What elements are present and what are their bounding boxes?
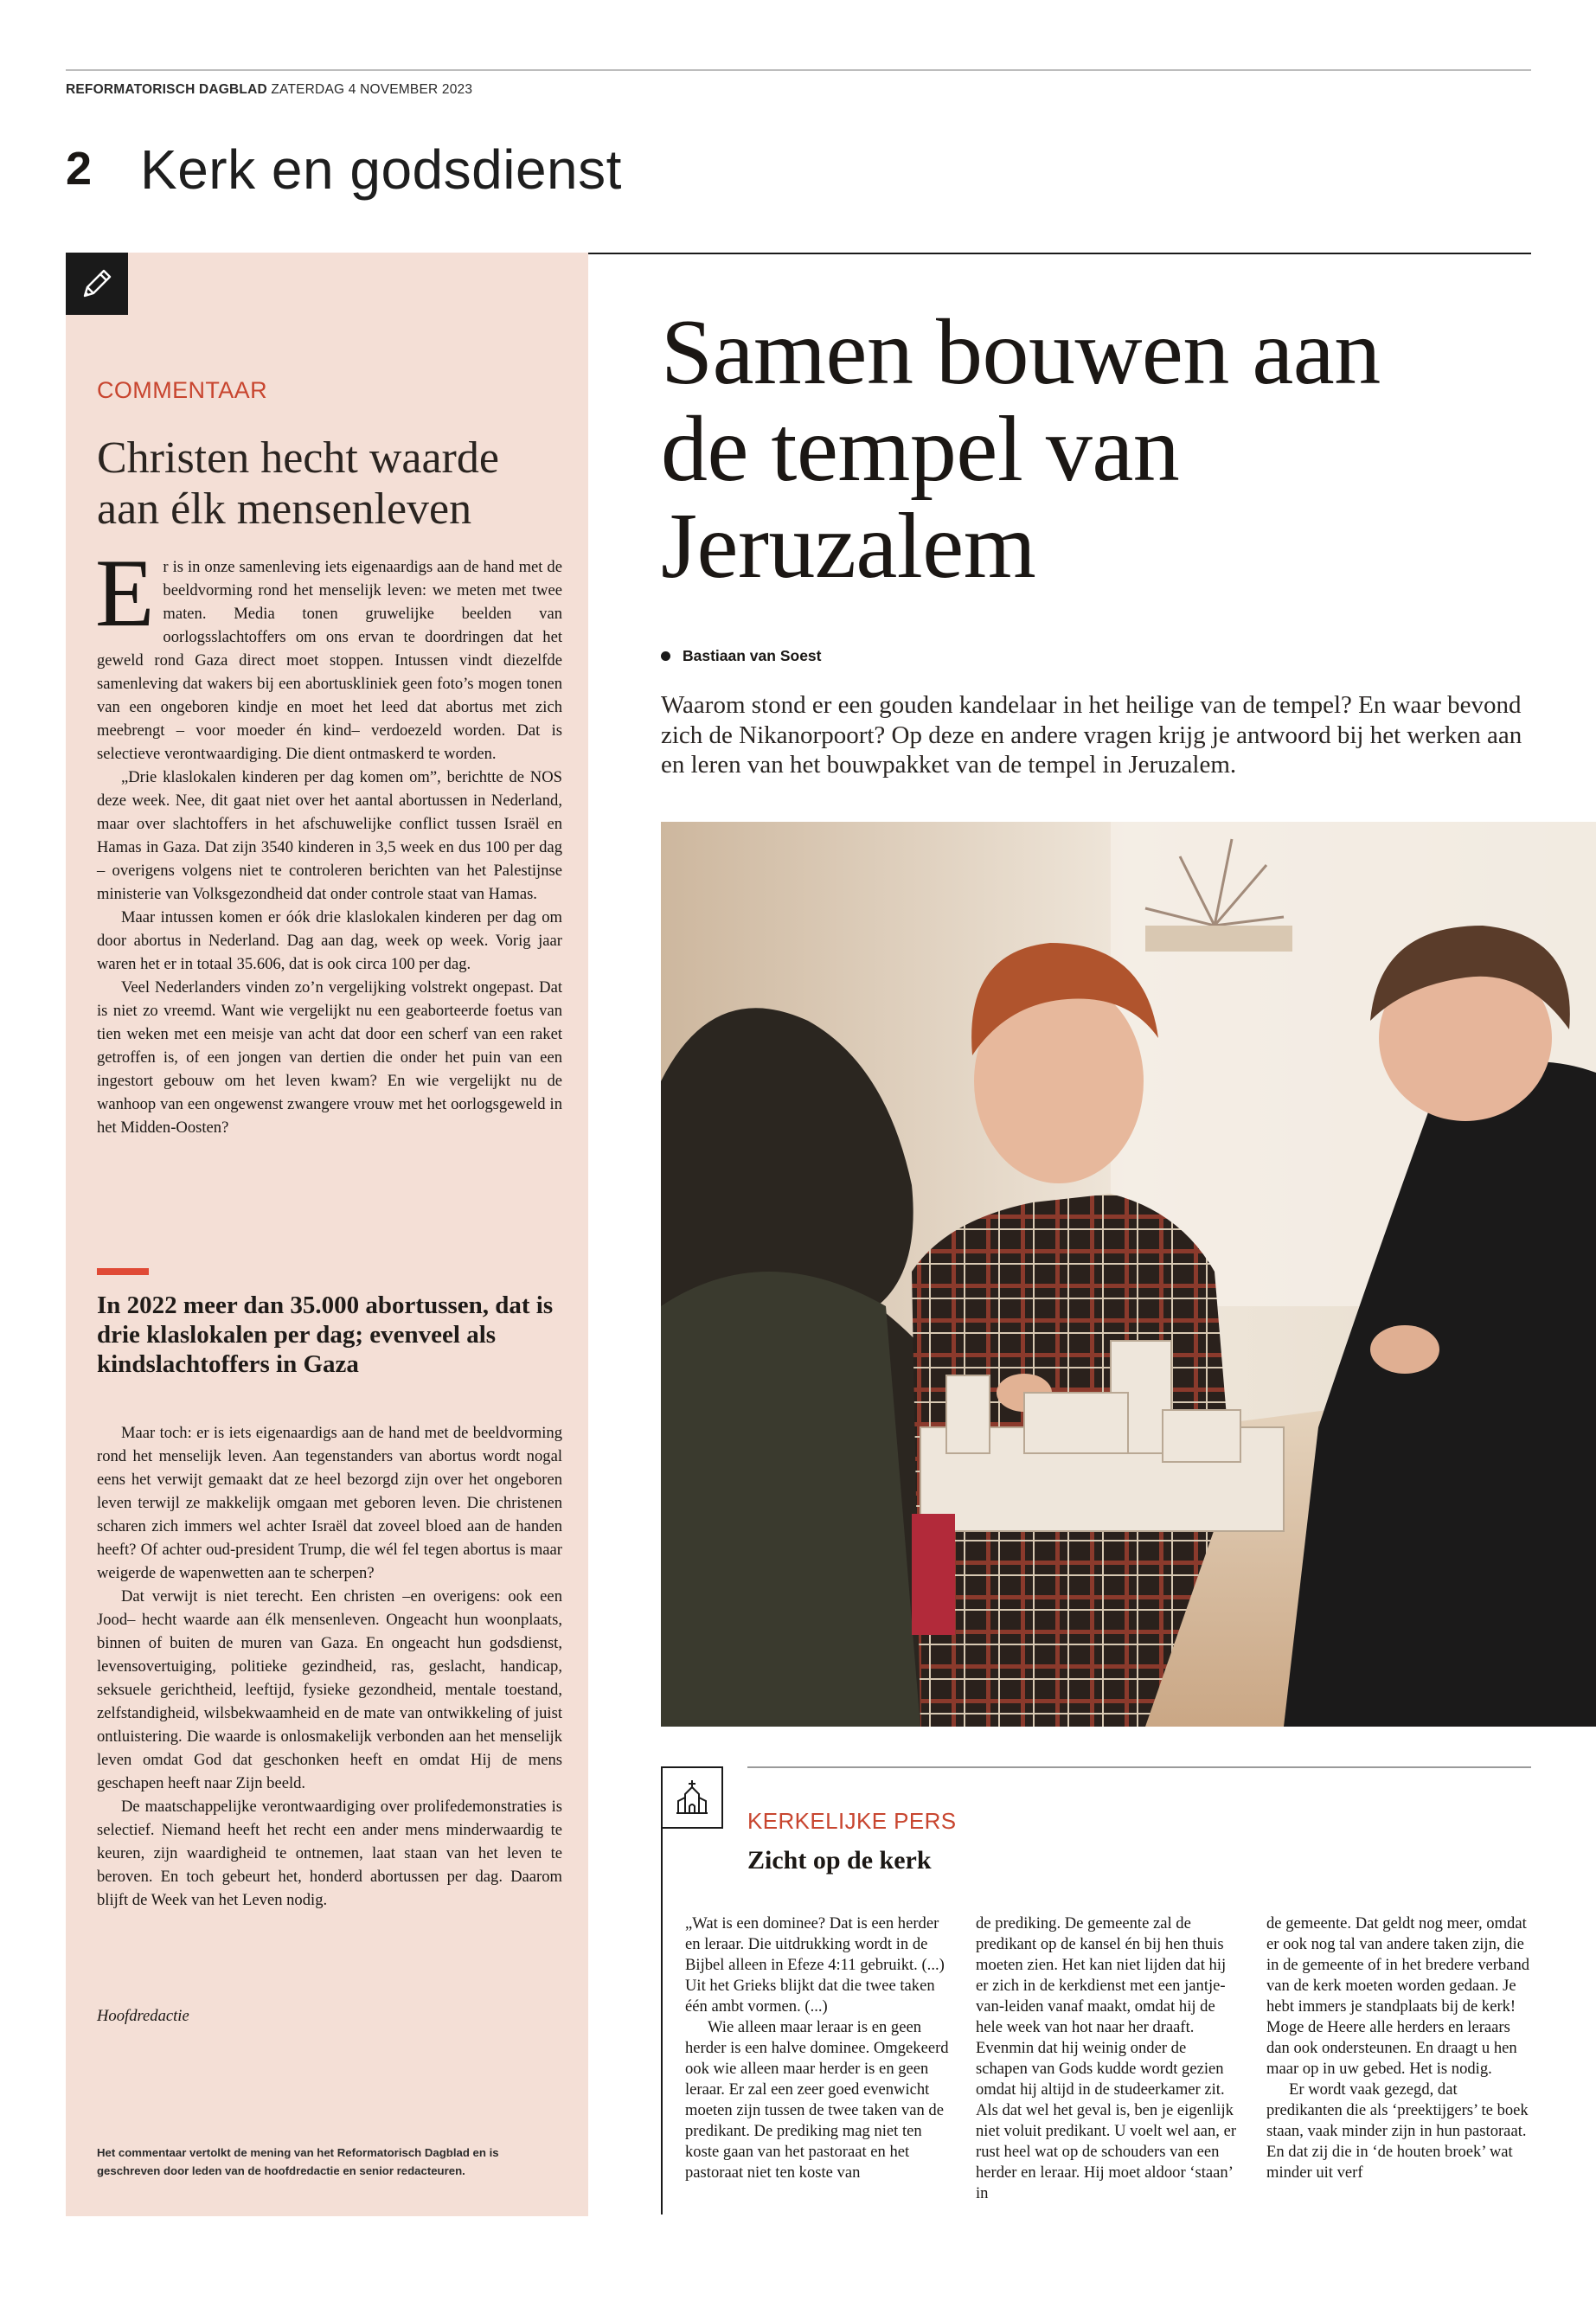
author-name: Bastiaan van Soest [683, 647, 822, 664]
pull-quote: In 2022 meer dan 35.000 abortussen, dat is drie klaslokalen per dag; evenveel als kindslachtoffers in Gaza [97, 1292, 554, 1378]
column-paragraph: Er wordt vaak gezegd, dat predikanten die als ‘preektijgers’ te boek staan, vaak minder zijn in hun pastoraat. En dat zij die in ‘de houten broek’ wat minder uit verf [1266, 2080, 1529, 2182]
commentary-paragraph: Veel Nederlanders vinden zo’n vergelijking volstrekt ongepast. Dat is niet zo vreemd. Want wie vergelijkt nu een geaborteerde foetus van tien weken met een meisje van acht dat door een scherf van een raket getroffen is, of een jongen van dertien die onder het puin van een ingestort gebouw om het leven kwam? En wie vergelijkt nu de wanhoop van een ongewenst zwangere vrouw met het oorlogsgeweld in het Midden-Oosten? [97, 978, 562, 1137]
section-title: Kerk en godsdienst [140, 138, 622, 201]
commentary-paragraph: „Drie klaslokalen kinderen per dag komen om”, berichtte de NOS deze week. Nee, dit gaat niet over het aantal abortussen in Nederland, maar over slachtoffers in het afschuwelijke conflict tussen Israël en Hamas in Gaza. Dat zijn 3540 kinderen in 3,5 week en dus 100 per dag – overigens volgens niet te controleren berichten van het Palestijnse ministerie van Volksgezondheid dat onder controle staat van Hamas. [97, 768, 562, 903]
article-headline: Samen bouwen aan de tempel van Jeruzalem [661, 301, 1381, 598]
commentary-body [95, 540, 562, 1139]
commentary-title: Christen hecht waarde aan élk mensenleven [97, 433, 499, 534]
column-paragraph: Wie alleen maar leraar is en geen herder is een halve dominee. Omgekeerd ook wie alleen maar herder is en geen leraar. Er zal een zeer goed evenwicht moeten zijn tussen de twee taken van de predikant. De prediking mag niet ten koste gaan van het pastoraat en het pastoraat niet ten koste van [685, 2018, 949, 2182]
text-column [1266, 1913, 1531, 2216]
bullet-icon [661, 651, 670, 661]
commentary-signature: Hoofdredactie [97, 2007, 189, 2025]
kerkelijke-pers-rule [747, 1766, 1531, 1768]
column-paragraph: de gemeente. Dat geldt nog meer, omdat er ook nog tal van andere taken zijn, die in de gemeente of in het bredere verband van de kerk moeten worden gedaan. Je hebt immers je standplaats bij de kerk! Moge de Heere alle herders en leraars dan ook ondersteunen. En draagt u hen maar op in uw gebed. Het is nodig. [1266, 1914, 1530, 2078]
article-photo [661, 822, 1596, 1727]
text-column [685, 1913, 950, 2216]
commentary-footnote: Het commentaar vertolkt de mening van het Reformatorisch Dagblad en is geschreven door leden van de hoofdredactie en senior redacteuren. [97, 2146, 499, 2177]
commentary-paragraph: Er is in onze samenleving iets eigenaardigs aan de hand met de beeldvorming rond het menselijk leven: we meten met twee maten. Media tonen gruwelijke beelden van oorlogsslachtoffers om ons ervan te doordringen dat het geweld rond Gaza direct moet stoppen. Intussen vindt diezelfde samenleving dat wakers bij een abortuskliniek geen foto’s mogen tonen van een ongeboren kindje en moet het leed dat abortus met zich meebrengt – voor moeder én kind– verdoezeld worden. Dat is selectieve verontwaardiging. Die dient ontmaskerd te worden. [95, 540, 562, 763]
commentary-paragraph: Dat verwijt is niet terecht. Een christen –en overigens: ook een Jood– hecht waarde aan élk mensenleven. Ongeacht hun woonplaats, binnen of buiten de muren van Gaza. En ongeacht hun godsdienst, levensovertuiging, politieke gezindheid, ras, geslacht, handicap, seksuele gerichtheid, leeftijd, fysieke gezondheid, mentale toestand, zelfstandigheid, wilsbekwaamheid en de mate van ontwikkeling of juist ontluistering. Die waarde is onlosmakelijk verbonden aan het menselijk leven omdat God dat geschonken heeft en omdat Hij de mens geschapen heeft naar Zijn beeld. [97, 1587, 562, 1792]
text-column [976, 1913, 1240, 2216]
kerkelijke-pers-columns [685, 1913, 1533, 2216]
header-rule [588, 253, 1531, 254]
commentary-paragraph: Maar intussen komen er óók drie klaslokalen kinderen per dag om door abortus in Nederland. Dag aan dag, week op week. Vorig jaar waren het er in totaal 35.606, dat is ook circa 100 per dag. [97, 908, 562, 973]
dateline [66, 82, 472, 98]
kerkelijke-pers-kicker: KERKELIJKE PERS [747, 1808, 957, 1834]
byline [661, 647, 821, 665]
article-intro: Waarom stond er een gouden kandelaar in het heilige van de tempel? En waar bevond zich de Nikanorpoort? Op deze en andere vragen krijg je antwoord bij het werken aan en leren van het bouwpakket van de tempel in Jeruzalem. [661, 691, 1522, 779]
kerkelijke-pers-title: Zicht op de kerk [747, 1846, 932, 1875]
pen-icon [66, 253, 128, 315]
commentary-body-continued [97, 1421, 562, 1912]
quote-accent-bar [97, 1268, 149, 1275]
issue-date: ZATERDAG 4 NOVEMBER 2023 [271, 82, 473, 97]
commentary-paragraph: De maatschappelijke verontwaardiging over prolifedemonstraties is selectief. Niemand heeft het recht een ander mens minderwaardig te keuren, zijn waardigheid te ontnemen, laat staan van het leven te beroven. En toch gebeurt het, honderd abortussen per dag. Daarom blijft de Week van het Leven nodig. [97, 1798, 562, 1909]
drop-cap: E [95, 540, 155, 647]
column-paragraph: „Wat is een dominee? Dat is een herder en leraar. Die uitdrukking wordt in de Bijbel alleen in Efeze 4:11 gebruikt. (...) Uit het Grieks blijkt dat die twee taken één ambt vormen. (...) [685, 1914, 945, 2016]
kerkelijke-pers-rule-vertical [661, 1827, 663, 2214]
page-number: 2 [66, 143, 93, 195]
column-paragraph: de prediking. De gemeente zal de predikant op de kansel én bij hen thuis moeten zien. Het kan niet lijden dat hij er zich in de kerkdienst met een jantje-van-leiden vanaf maakt, omdat hij de hele week van hot naar her draaft. Evenmin dat hij weinig onder de schapen van Gods kudde wordt gezien omdat hij altijd in de studeerkamer zit. Als dat wel het geval is, ben je eigenlijk niet voluit predikant. U voelt wel aan, er rust heel wat op de schouders van een herder en leraar. Hij moet aldoor ‘staan’ in [976, 1914, 1237, 2202]
top-rule [66, 69, 1531, 71]
paper-name: REFORMATORISCH DAGBLAD [66, 82, 267, 97]
commentary-paragraph: Maar toch: er is iets eigenaardigs aan de hand met de beeldvorming rond het menselijk leven. Aan tegenstanders van abortus wordt nogal eens het verwijt gemaakt dat ze heel bezorgd zijn over het ongeboren leven terwijl ze makkelijk omgaan met geboren leven. Die christenen scharen zich immers wel achter Israël dat zoveel bloed aan de handen heeft? Of achter oud-president Trump, die wél fel tegen abortus is maar weigerde de wapenwetten aan te scherpen? [97, 1424, 562, 1582]
commentary-kicker: COMMENTAAR [97, 377, 267, 403]
church-icon [661, 1766, 723, 1829]
